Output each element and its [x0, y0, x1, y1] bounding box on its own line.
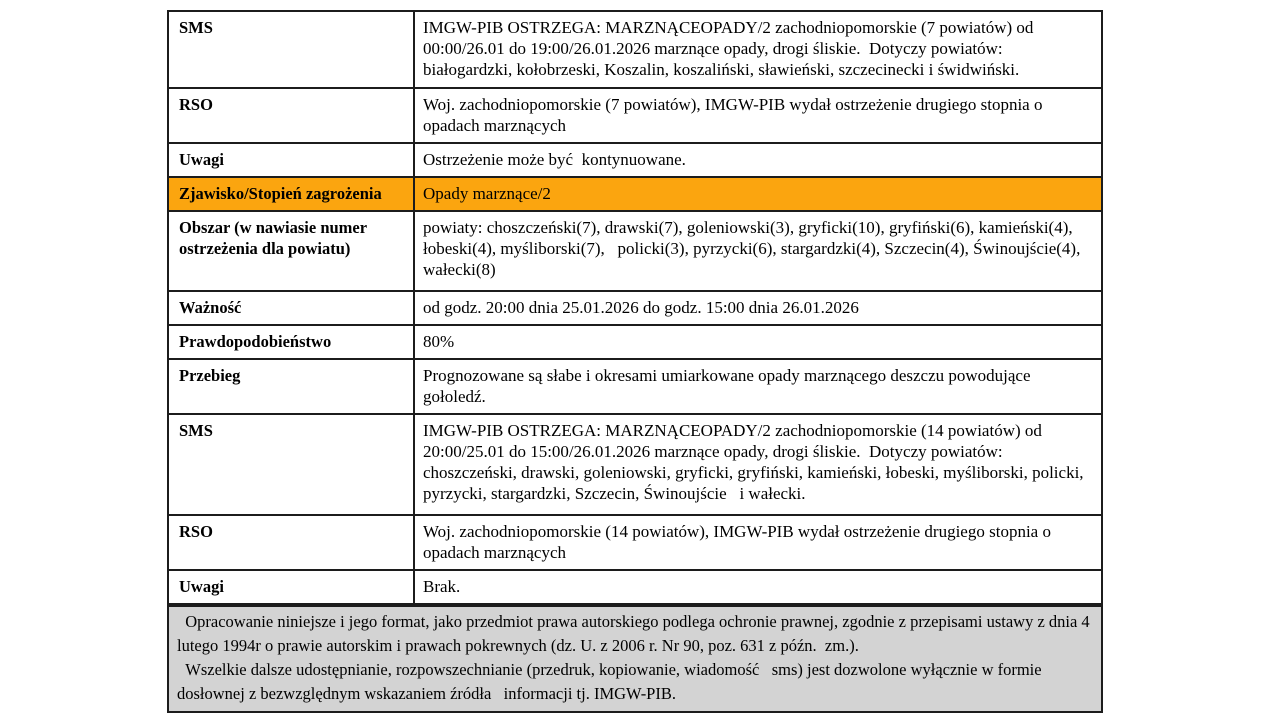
table-row-probability	[169, 326, 1101, 360]
weather-warning-bulletin	[167, 10, 1103, 713]
row-value: Woj. zachodniopomorskie (14 powiatów), IMGW-PIB wydał ostrzeżenie drugiego stopnia o opadach marznących	[423, 522, 1056, 562]
row-value: Woj. zachodniopomorskie (7 powiatów), IMGW-PIB wydał ostrzeżenie drugiego stopnia o opadach marznących	[423, 95, 1047, 135]
warning-table	[167, 10, 1103, 605]
table-row-sms-2	[169, 415, 1101, 516]
table-row-uwagi-1	[169, 144, 1101, 178]
row-label: Prawdopodobieństwo	[169, 326, 415, 358]
row-label: SMS	[169, 12, 415, 87]
table-row-area	[169, 212, 1101, 292]
table-row-rso-2	[169, 516, 1101, 571]
table-row-sms-1	[169, 12, 1101, 89]
row-value: Ostrzeżenie może być kontynuowane.	[423, 150, 686, 169]
copyright-paragraph-1: Opracowanie niniejsze i jego format, jako przedmiot prawa autorskiego podlega ochronie prawnej, zgodnie z przepisami ustawy z dnia 4 lutego 1994r o prawie autorskim i prawach pokrewnych (dz. U. z 2006 r. Nr 90, poz. 631 z późn. zm.).	[177, 612, 1094, 655]
table-row-course	[169, 360, 1101, 415]
row-value: 80%	[423, 332, 455, 351]
row-value: Brak.	[423, 577, 461, 596]
row-label: Obszar (w nawiasie numer ostrzeżenia dla powiatu)	[169, 212, 415, 290]
table-row-validity	[169, 292, 1101, 326]
row-label: RSO	[169, 516, 415, 569]
row-value: Prognozowane są słabe i okresami umiarkowane opady marznącego deszczu powodujące gołoledź.	[423, 366, 1035, 406]
copyright-notice	[167, 605, 1103, 713]
row-label: SMS	[169, 415, 415, 514]
row-label: Zjawisko/Stopień zagrożenia	[169, 178, 415, 210]
row-value: IMGW-PIB OSTRZEGA: MARZNĄCEOPADY/2 zachodniopomorskie (14 powiatów) od 20:00/25.01 do 15:00/26.01.2026 marznące opady, drogi śliskie. Dotyczy powiatów: choszczeński, drawski, goleniowski, gryficki, gryfiński, kamieński, łobeski, myśliborski, policki, pyrzycki, stargardzki, Szczecin, Świnoujście i wałecki.	[423, 421, 1088, 503]
row-value: powiaty: choszczeński(7), drawski(7), goleniowski(3), gryficki(10), gryfiński(6), kamieński(4), łobeski(4), myśliborski(7), policki(3), pyrzycki(6), stargardzki(4), Szczecin(4), Świnoujście(4), wałecki(8)	[423, 218, 1098, 279]
table-row-hazard-level	[169, 178, 1101, 212]
row-label: RSO	[169, 89, 415, 142]
copyright-paragraph-2: Wszelkie dalsze udostępnianie, rozpowszechnianie (przedruk, kopiowanie, wiadomość sms) jest dozwolone wyłącznie w formie dosłownej z bezwzględnym wskazaniem źródła informacji tj. IMGW-PIB.	[177, 660, 1046, 703]
row-value: Opady marznące/2	[423, 184, 551, 203]
table-row-rso-1	[169, 89, 1101, 144]
row-value: IMGW-PIB OSTRZEGA: MARZNĄCEOPADY/2 zachodniopomorskie (7 powiatów) od 00:00/26.01 do 19:00/26.01.2026 marznące opady, drogi śliskie. Dotyczy powiatów: białogardzki, kołobrzeski, Koszalin, koszaliński, sławieński, szczecinecki i świdwiński.	[423, 18, 1038, 79]
row-label: Uwagi	[169, 144, 415, 176]
row-label: Ważność	[169, 292, 415, 324]
row-label: Przebieg	[169, 360, 415, 413]
row-label: Uwagi	[169, 571, 415, 603]
row-value: od godz. 20:00 dnia 25.01.2026 do godz. 15:00 dnia 26.01.2026	[423, 298, 859, 317]
table-row-uwagi-2	[169, 571, 1101, 605]
